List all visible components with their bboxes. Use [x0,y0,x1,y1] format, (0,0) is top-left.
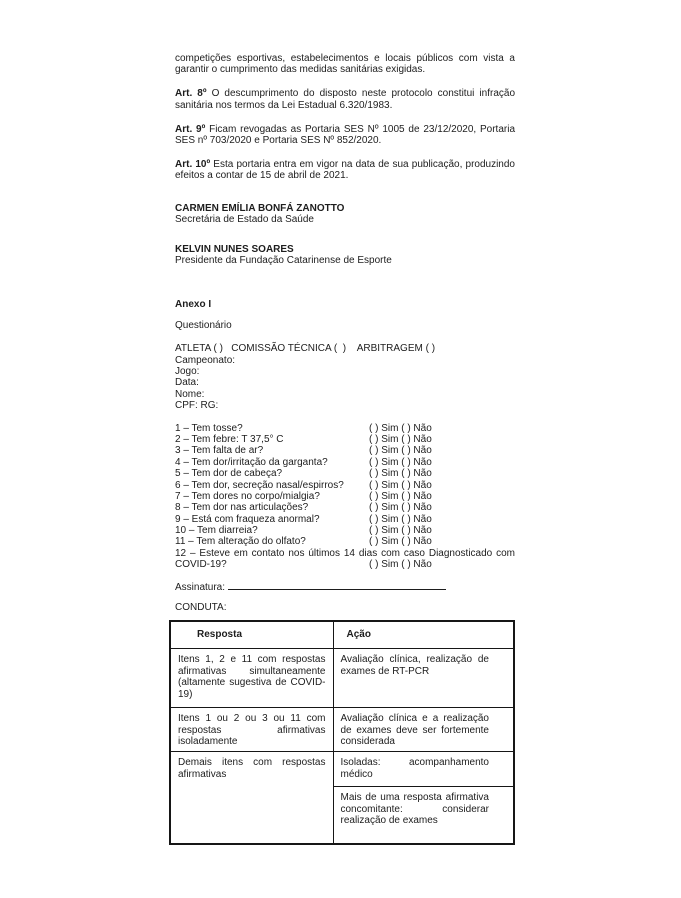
cell-resposta-3: Demais itens com respostas afirmativas [170,752,333,844]
field-jogo: Jogo: [175,365,200,377]
document-body [175,53,515,845]
annex-title: Anexo I [175,299,212,311]
question-options: ( ) Sim ( ) Não [369,456,432,468]
question-label: 8 – Tem dor nas articulações? [175,502,309,514]
signature-line [228,580,446,590]
article-8-prefix: Art. 8º [175,88,207,100]
question-label: 6 – Tem dor, secreção nasal/espirros? [175,479,344,491]
article-9 [175,124,515,147]
signatory-role: Presidente da Fundação Catarinense de Esporte [175,254,392,266]
cell-resposta-2: Itens 1 ou 2 ou 3 ou 11 com respostas afirmativas isoladamente [170,708,333,752]
field-campeonato: Campeonato: [175,354,236,366]
conduct-table [169,620,515,845]
paragraph-continuation [175,53,515,76]
question-label: 5 – Tem dor de cabeça? [175,468,283,480]
header-acao: Ação [333,621,514,649]
question-label: 7 – Tem dores no corpo/mialgia? [175,490,320,502]
cell-resposta-1: Itens 1, 2 e 11 com respostas afirmativas simultaneamente (altamente sugestiva de COVID-19) [170,649,333,708]
question-row-5 [175,468,515,479]
cell-acao-3a: Isoladas: acompanhamento médico [333,752,514,787]
signature-block-secretary [175,203,515,226]
category-checkbox-line: ATLETA ( ) COMISSÃO TÉCNICA ( ) ARBITRAGEM ( ) [175,343,436,355]
cell-acao-3b: Mais de uma resposta afirmativa concomitante: considerar realização de exames [333,787,514,844]
question-options: ( ) Sim ( ) Não [369,433,432,445]
question-options: ( ) Sim ( ) Não [369,422,432,434]
signature-field-label: Assinatura: [175,581,226,593]
table-row [170,708,514,752]
cell-acao-2: Avaliação clínica e a realização de exames deve ser fortemente considerada [333,708,514,752]
table-row [170,649,514,708]
article-10-text: Esta portaria entra em vigor na data de sua publicação, produzindo efeitos a contar de 15 de abril de 2021. [175,158,515,182]
question-row-8 [175,502,515,513]
field-cpf-rg: CPF: RG: [175,400,219,412]
question-row-9 [175,514,515,525]
question-label: 3 – Tem falta de ar? [175,445,264,457]
signature-field [175,580,515,591]
article-8-text: O descumprimento do disposto neste protocolo constitui infração sanitária nos termos da Lei Estadual 6.320/1983. [175,88,516,111]
article-9-text: Ficam revogadas as Portaria SES Nº 1005 de 23/12/2020, Portaria SES nº 703/2020 e Portaria SES Nº 852/2020. [175,123,516,147]
question-row-2 [175,434,515,445]
question-options: ( ) Sim ( ) Não [369,513,432,525]
signatory-name: CARMEN EMÍLIA BONFÁ ZANOTTO [175,202,345,214]
table-row [170,752,514,787]
question-label: 9 – Está com fraqueza anormal? [175,513,320,525]
question-options: ( ) Sim ( ) Não [369,445,432,457]
paragraph-text: competições esportivas, estabelecimentos e locais públicos com vista a garantir o cumprimento das medidas sanitárias exigidas. [175,53,515,76]
question-row-1 [175,423,515,434]
question-options: ( ) Sim ( ) Não [369,559,432,571]
article-8 [175,88,515,111]
question-row-7 [175,491,515,502]
question-12-line1: 12 – Esteve em contato nos últimos 14 dias com caso Diagnosticado com [175,547,515,559]
question-label: 1 – Tem tosse? [175,422,243,434]
table-header-row [170,621,514,649]
question-row-6 [175,480,515,491]
field-nome: Nome: [175,388,205,400]
question-options: ( ) Sim ( ) Não [369,536,432,548]
question-options: ( ) Sim ( ) Não [369,490,432,502]
conduct-label: CONDUTA: [175,601,227,613]
form-fields [175,355,515,412]
question-options: ( ) Sim ( ) Não [369,468,432,480]
signatory-name: KELVIN NUNES SOARES [175,243,294,255]
article-10-prefix: Art. 10º [175,158,211,170]
question-options: ( ) Sim ( ) Não [369,479,432,491]
question-options: ( ) Sim ( ) Não [369,502,432,514]
annex-subtitle: Questionário [175,320,232,332]
question-label: 11 – Tem alteração do olfato? [175,536,306,548]
question-row-10 [175,525,515,536]
field-data: Data: [175,377,199,389]
question-options: ( ) Sim ( ) Não [369,525,432,537]
article-9-prefix: Art. 9º [175,123,206,135]
question-label: 4 – Tem dor/irritação da garganta? [175,456,328,468]
question-label: 10 – Tem diarreia? [175,525,258,537]
header-resposta: Resposta [170,621,333,649]
signature-block-president [175,244,515,267]
question-label: COVID-19? [175,559,227,571]
questionnaire [175,423,515,571]
question-row-11 [175,536,515,547]
question-row-4 [175,457,515,468]
article-10 [175,159,515,182]
question-label: 2 – Tem febre: T 37,5° C [175,433,284,445]
question-12-line2 [175,559,515,570]
question-row-3 [175,445,515,456]
signatory-role: Secretária de Estado da Saúde [175,214,314,226]
cell-acao-1: Avaliação clínica, realização de exames de RT-PCR [333,649,514,708]
